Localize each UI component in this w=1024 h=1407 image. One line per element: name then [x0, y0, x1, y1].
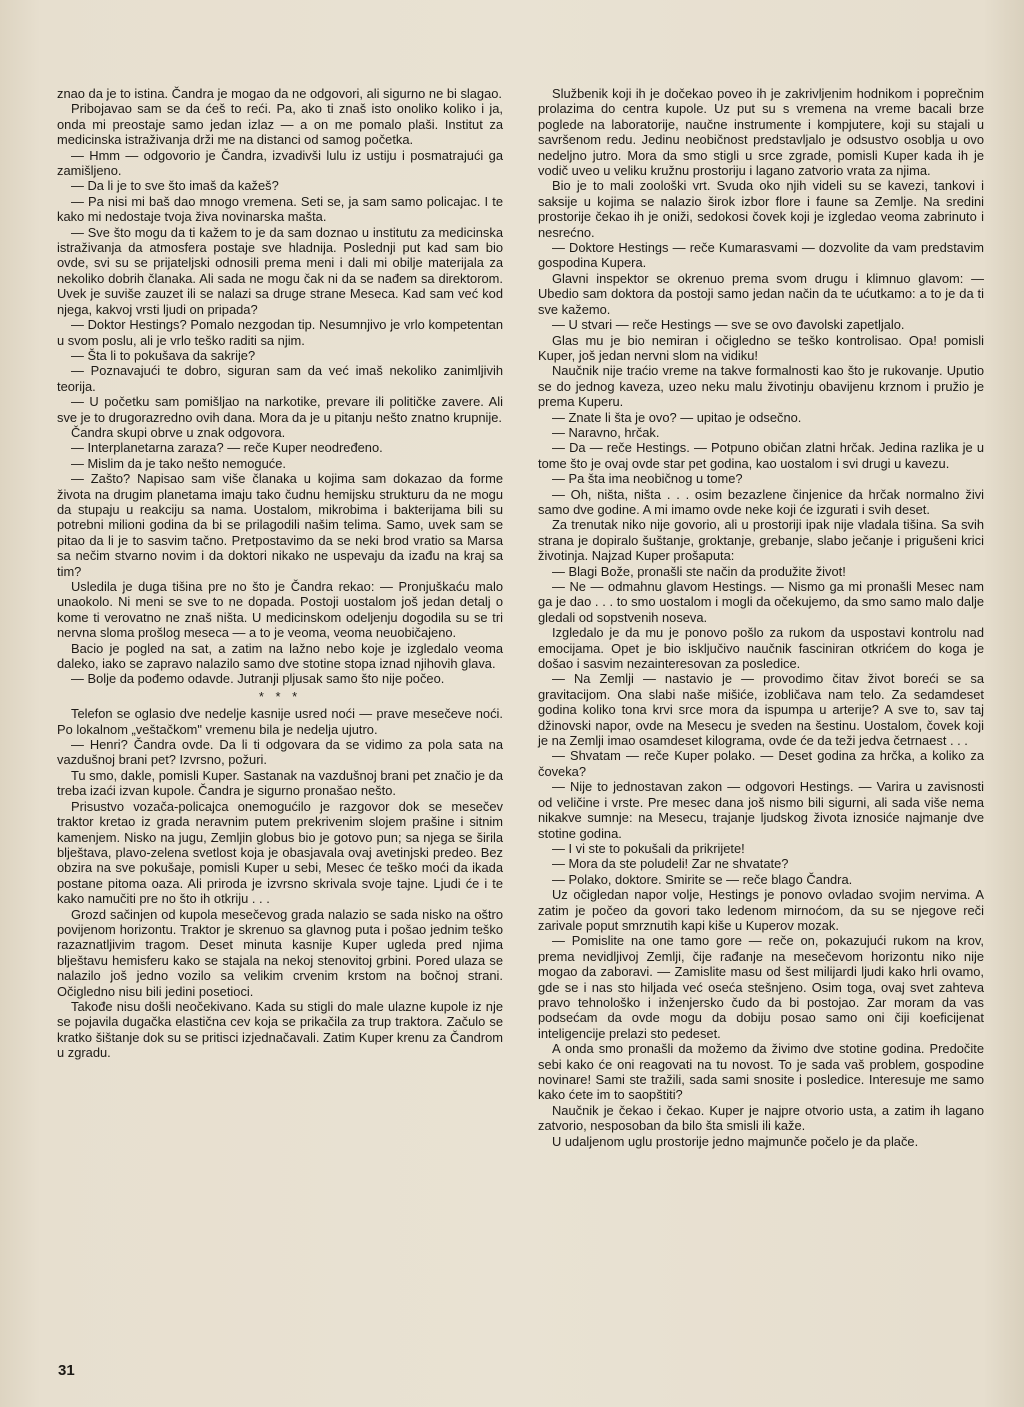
paragraph: — Šta li to pokušava da sakrije?	[71, 347, 256, 363]
paragraph: — Oh, ništa, ništa . . . osim bezazlene činjenice da hrčak normalno živi samo dve godine. A mi imamo ovde neke koji će izgurati i svih deset.	[538, 486, 984, 517]
paragraph: — Nije to jednostavan zakon — odgovori Hestings. — Varira u zavisnosti od veličine i vrste. Pre mesec dana još nismo bili sigurni, ali sada više nema nikakve sumnje: na Mesecu, trajanje ljudskog života iznosiće najmanje dve stotine godina.	[538, 779, 984, 841]
paragraph: Pribojavao sam se da ćeš to reći. Pa, ako ti znaš isto onoliko koliko i ja, onda mi preostaje samo jedan izlaz — a on me pomalo plaši. Institut za medicinska istraživanja drži me na distanci od samog početka.	[57, 101, 503, 148]
paragraph: — U početku sam pomišljao na narkotike, prevare ili političke zavere. Ali sve je to drugorazredno ovih dana. Mora da je u pitanju nešto znatno krupnije.	[57, 394, 503, 425]
paragraph: — Da li je to sve što imaš da kažeš?	[71, 178, 279, 194]
left-column	[57, 86, 503, 1061]
paragraph: — Mislim da je tako nešto nemoguće.	[71, 455, 286, 471]
paragraph: — Zašto? Napisao sam više članaka u kojima sam dokazao da forme života na drugim planetama imaju tako čudnu hemijsku strukturu da ne mogu da stupaju u reakciju sa nama. Uostalom, mikrobima i bakterijama bili su potrebni milioni godina da bi se prilagodili našim telima. Samo, uvek sam se pitao da li je to sasvim tačno. Pretpostavimo da se neki brod vratio sa Marsa sa nečim stvarno novim i da doktori nikako ne uspevaju da izađu na kraj sa tim?	[57, 471, 503, 579]
paragraph: Bio je to mali zoološki vrt. Svuda oko njih videli su se kavezi, tankovi i saksije u kojima se nalazio širok izbor flore i faune sa Zemlje. Na sredini prostorije čekao ih je oniži, sedokosi čovek koji je izgledao veoma zabrinuto i nesrećno.	[538, 178, 984, 240]
paragraph: — Polako, doktore. Smirite se — reče blago Čandra.	[552, 871, 853, 887]
paragraph: A onda smo pronašli da možemo da živimo dve stotine godina. Predočite sebi kako će oni reagovati na tu novost. To je sada vaš problem, gospodine novinare! Sami ste tražili, sada sami snosite i posledice. Interesuje me samo kako ćete im to saopštiti?	[538, 1041, 984, 1103]
paragraph: Službenik koji ih je dočekao poveo ih je zakrivljenim hodnikom i poprečnim prolazima do centra kupole. Uz put su s vremena na vreme bacali brze poglede na laboratorije, naučne instrumente i kompjutere, koji su stajali u savršenom redu. Jedinu neobičnost predstavljalo je odsustvo osoblja u ovo nedeljno jutro. Mora da smo stigli u srce zgrade, pomisli Kuper kada ih je vodič uveo u veliku kružnu prostoriju i lagano zatvorio vrata za njima.	[538, 86, 984, 179]
page-number: 31	[58, 1362, 75, 1379]
paragraph: — Pomislite na one tamo gore — reče on, pokazujući rukom na krov, prema nevidljivoj Zemlji, čije rađanje na mesečevom horizontu niko nije mogao da zaboravi. — Zamislite masu od šest milijardi ljudi kako hrli ovamo, gde se i nas sto hiljada već oseća stešnjeno. Osim toga, ovaj svet zahteva pravo tehnološko i inženjersko čudo da bi postojao. Zar moram da vas podsećam da ovde mogu da dobiju posao samo oni čiji koeficijenat inteligencije prelazi sto pedeset.	[538, 933, 984, 1041]
paragraph: Izgledalo je da mu je ponovo pošlo za rukom da uspostavi kontrolu nad emocijama. Opet je bio isključivo naučnik fasciniran otkrićem do koga je došao i sasvim nezainteresovan za posledice.	[538, 625, 984, 672]
paragraph: — Na Zemlji — nastavio je — provodimo čitav život boreći se sa gravitacijom. Ona slabi naše mišiće, izobličava nam telo. Za sedamdeset godina koliko tona krvi srce mora da ispumpa u arterije? A sve to, sav taj džinovski napor, ovde na Mesecu je sveden na šestinu. Uostalom, čovek koji je na Zemlji imao osamdeset kilograma, ovde će da teži jedva četrnaest . . .	[538, 671, 984, 749]
paragraph: Usledila je duga tišina pre no što je Čandra rekao: — Pronjuškaću malo unaokolo. Ni meni se sve to ne dopada. Postoji uostalom još jedan detalj o kome ti verovatno ne znaš ništa. U medicinskom odeljenju dogodila su se tri nervna sloma prošlog meseca — a to je veoma, veoma neuobičajeno.	[57, 579, 503, 641]
paragraph: — U stvari — reče Hestings — sve se ovo đavolski zapetljalo.	[552, 317, 905, 333]
paragraph: — Blagi Bože, pronašli ste način da produžite život!	[552, 563, 846, 579]
paragraph: Naučnik je čekao i čekao. Kuper je najpre otvorio usta, a zatim ih lagano zatvorio, nesposoban da bilo šta smisli ili kaže.	[538, 1102, 984, 1134]
paragraph: — Henri? Čandra ovde. Da li ti odgovara da se vidimo za pola sata na vazdušnoj brani pet? Izvrsno, požuri.	[57, 737, 503, 768]
paragraph: Uz očigledan napor volje, Hestings je ponovo ovladao svojim nervima. A zatim je počeo da govori tako ledenom mirnoćom, da su se njegove reči zarivale poput smrznutih kapi kiše u Kuperov mozak.	[538, 887, 984, 933]
paragraph: — Naravno, hrčak.	[552, 424, 660, 440]
section-break: * * *	[258, 688, 302, 704]
paragraph: — Mora da ste poludeli! Zar ne shvatate?	[552, 856, 789, 872]
paragraph: — Znate li šta je ovo? — upitao je odsečno.	[552, 409, 802, 425]
paragraph: — Sve što mogu da ti kažem to je da sam doznao u institutu za medicinska istraživanja da atmosfera postaje sve hladnija. Poslednji put kad sam bio ovde, svi su se prijateljski odnosili prema meni i dali mi obilje materijala za nekoliko dobrih članaka. Ali sada ne mogu čak ni da se nađem sa direktorom. Uvek je suviše zauzet ili se nalazi sa druge strane Meseca. Kad sam već kod njega, kakvoj vrsti ljudi on pripada?	[57, 224, 503, 317]
paragraph: — Doktor Hestings? Pomalo nezgodan tip. Nesumnjivo je vrlo kompetentan u svom poslu, ali je vrlo teško raditi sa njim.	[57, 317, 503, 348]
paragraph: — Pa nisi mi baš dao mnogo vremena. Seti se, ja sam samo policajac. I te kako mi nedostaje tvoja živa novinarska mašta.	[57, 193, 503, 225]
right-column	[538, 86, 984, 1149]
paragraph: — Bolje da pođemo odavde. Jutranji pljusak samo što nije počeo.	[71, 671, 445, 687]
paragraph: U udaljenom uglu prostorije jedno majmunče počelo je da plače.	[552, 1133, 919, 1149]
paragraph: — Pa šta ima neobičnog u tome?	[552, 471, 743, 487]
paragraph: — Hmm — odgovorio je Čandra, izvadivši lulu iz ustiju i posmatrajući ga zamišljeno.	[57, 147, 503, 179]
paragraph: — I vi ste to pokušali da prikrijete!	[552, 840, 745, 856]
paragraph: znao da je to istina. Čandra je mogao da ne odgovori, ali sigurno ne bi slagao.	[57, 86, 503, 101]
paragraph: Za trenutak niko nije govorio, ali u prostoriji ipak nije vladala tišina. Sa svih strana je dopiralo šuštanje, groktanje, grebanje, slabo ječanje i prigušeni krici životinja. Najzad Kuper prošaputa:	[538, 517, 984, 564]
paragraph: — Shvatam — reče Kuper polako. — Deset godina za hrčka, a koliko za čoveka?	[538, 748, 984, 779]
paragraph: Takođe nisu došli neočekivano. Kada su stigli do male ulazne kupole iz nje se pojavila dugačka elastična cev koja se prikačila za trup traktora. Začulo se kratko šištanje dok su se pritisci izjednačavali. Zatim Kuper krenu za Čandrom u zgradu.	[57, 998, 503, 1061]
paragraph: Glas mu je bio nemiran i očigledno se teško kontrolisao. Opa! pomisli Kuper, još jedan nervni slom na vidiku!	[538, 332, 984, 363]
paragraph: Telefon se oglasio dve nedelje kasnije usred noći — prave mesečeve noći. Po lokalnom „veštačkom" vremenu bila je nedelja ujutro.	[57, 706, 503, 737]
paragraph: Grozd sačinjen od kupola mesečevog grada nalazio se sada nisko na oštro povijenom horizontu. Traktor je skrenuo sa glavnog puta i pošao jednim teško razaznatljivim tragom. Deset minuta kasnije Kuper ugleda pred njima blještavu hemisferu kako se stajala na nekoj stenovitoj grbini. Pored ulaza se nalazilo još jedno vozilo sa velikim crvenim krstom na bočnoj strani. Očigledno nisu bili jedini posetioci.	[57, 906, 503, 999]
paragraph: Glavni inspektor se okrenuo prema svom drugu i klimnuo glavom: — Ubedio sam doktora da postoji samo jedan način da te ućutkamo: a to je da ti sve kažemo.	[538, 270, 984, 317]
paragraph: Čandra skupi obrve u znak odgovora.	[71, 424, 286, 440]
paragraph: — Da — reče Hestings. — Potpuno običan zlatni hrčak. Jedina razlika je u tome što je ovaj ovde star pet godina, kao uostalom i svi drugi u kavezu.	[538, 440, 984, 471]
paragraph: Tu smo, dakle, pomisli Kuper. Sastanak na vazdušnoj brani pet značio je da treba izaći izvan kupole. Čandra je sigurno pronašao nešto.	[57, 767, 503, 799]
paragraph: — Doktore Hestings — reče Kumarasvami — dozvolite da vam predstavim gospodina Kupera.	[538, 240, 984, 271]
paragraph: — Interplanetarna zaraza? — reče Kuper neodređeno.	[71, 440, 383, 456]
paragraph: — Poznavajući te dobro, siguran sam da već imaš nekoliko zanimljivih teorija.	[57, 363, 503, 394]
paragraph: Bacio je pogled na sat, a zatim na lažno nebo koje je izgledalo veoma daleko, iako se zapravo nalazilo samo dve stotine stopa iznad njihovih glava.	[57, 640, 503, 672]
paragraph: Naučnik nije traćio vreme na takve formalnosti kao što je rukovanje. Uputio se do jednog kaveza, uzeo neku malu životinju obavijenu krznom i pružio je prema Kuperu.	[538, 363, 984, 410]
paragraph: — Ne — odmahnu glavom Hestings. — Nismo ga mi pronašli Mesec nam ga je dao . . . to smo uostalom i mogli da očekujemo, da smo samo malo dalje gledali od sopstvenih noseva.	[538, 579, 984, 625]
paragraph: Prisustvo vozača-policajca onemogućilo je razgovor dok se mesečev traktor kretao iz grada neravnim putem prekrivenim slojem prašine i sitnim kamenjem. Nisko na jugu, Zemljin globus bio je gotovo pun; sa njega se širila blještava, plavo-zelena svetlost koja je obasjavala ovaj avetinjski predeo. Bez obzira na sve pokušaje, pomisli Kuper u sebi, Mesec će teško moći da ikada postane pitoma oaza. Ali priroda je izvrsno skrivala svoje tajne. Ljudi će i te kako namučiti pre no što ih otkriju . . .	[57, 798, 503, 907]
